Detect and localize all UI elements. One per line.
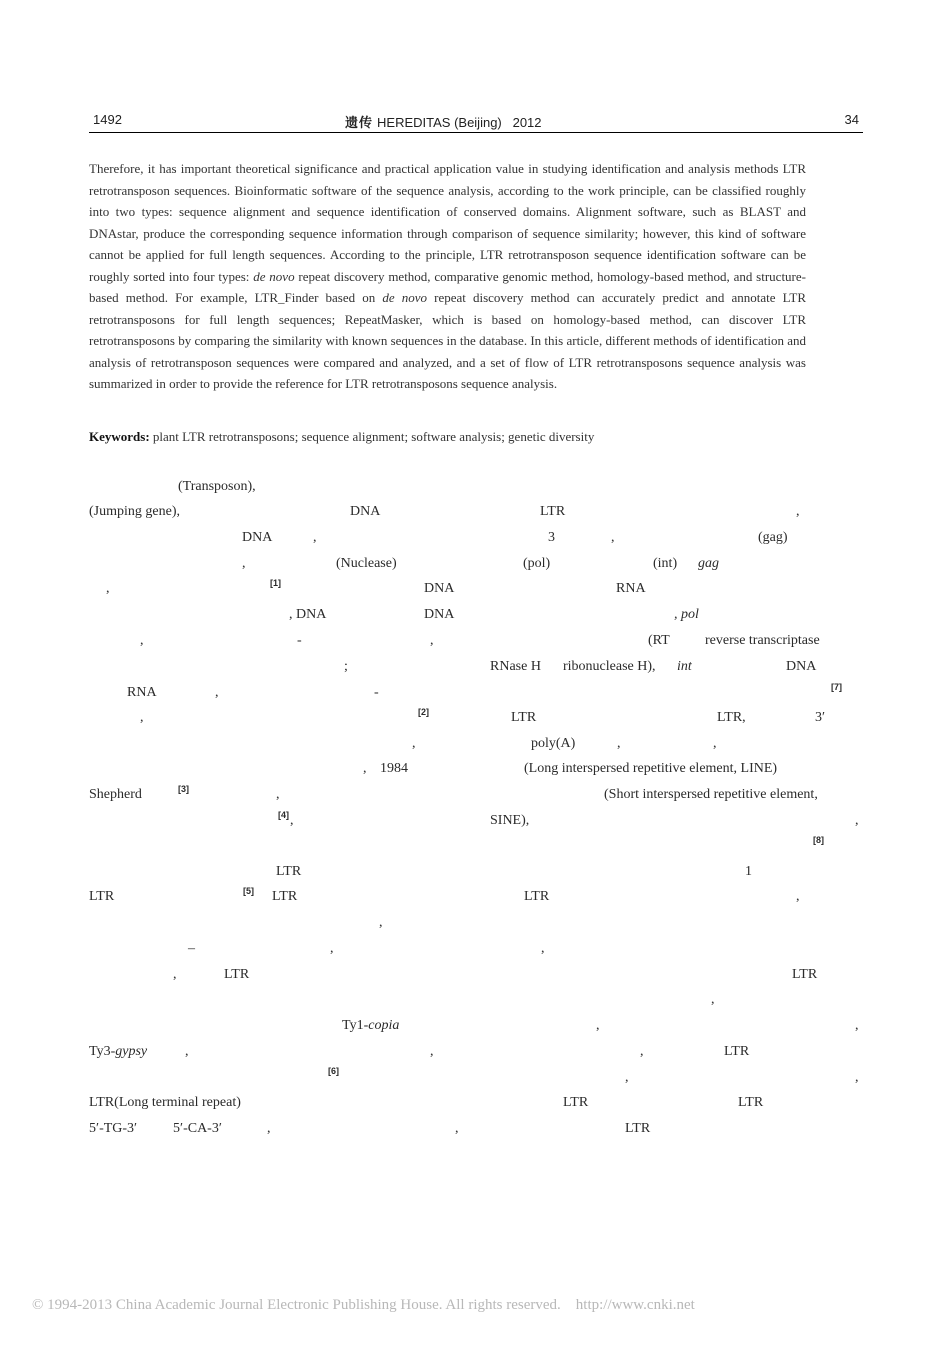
body-fragment: - bbox=[297, 633, 302, 648]
italic-term: , pol bbox=[674, 607, 699, 622]
body-fragment: , bbox=[713, 736, 717, 751]
body-fragment: SINE), bbox=[490, 813, 530, 828]
citation-ref: [7] bbox=[831, 682, 842, 692]
italic-term: int bbox=[677, 659, 692, 674]
body-fragment: DNA bbox=[786, 659, 817, 674]
abstract-italic: de novo bbox=[253, 268, 295, 284]
journal-year: 2012 bbox=[512, 115, 542, 130]
body-fragment: (int) bbox=[653, 556, 678, 571]
copyright-footer: © 1994-2013 China Academic Journal Electronic Publishing House. All rights reserved. http://www.cnki.net bbox=[32, 1297, 695, 1313]
body-term: Ty1- bbox=[342, 1018, 369, 1033]
body-fragment: LTR bbox=[792, 967, 818, 982]
body-fragment: – bbox=[188, 941, 195, 956]
body-fragment: RNA bbox=[127, 685, 157, 700]
body-term: Ty3- bbox=[89, 1044, 116, 1059]
body-fragment: , bbox=[796, 504, 800, 519]
body-fragment: reverse transcriptase bbox=[705, 633, 820, 648]
body-fragment: , bbox=[363, 761, 367, 776]
body-fragment: LTR bbox=[540, 504, 566, 519]
body-fragment: , bbox=[796, 889, 800, 904]
body-fragment: , bbox=[106, 581, 110, 596]
body-fragment: , bbox=[276, 787, 280, 802]
body-fragment: (Long interspersed repetitive element, LINE) bbox=[524, 761, 778, 776]
italic-term: gag bbox=[698, 556, 719, 571]
page-number: 1492 bbox=[93, 112, 122, 127]
body-fragment: , bbox=[140, 633, 144, 648]
body-fragment: , DNA bbox=[289, 607, 327, 622]
body-fragment: , bbox=[596, 1018, 600, 1033]
body-fragment: LTR bbox=[524, 889, 550, 904]
body-fragment: LTR bbox=[276, 864, 302, 879]
body-fragment: poly(A) bbox=[531, 736, 576, 751]
body-fragment: 1984 bbox=[380, 761, 408, 776]
body-fragment: (Jumping gene), bbox=[89, 504, 180, 519]
body-fragment: , bbox=[541, 941, 545, 956]
body-fragment: 3′ bbox=[815, 710, 826, 725]
body-fragment: (gag) bbox=[758, 530, 788, 545]
body-fragment: LTR bbox=[224, 967, 250, 982]
keywords-text: plant LTR retrotransposons; sequence alignment; software analysis; genetic diversity bbox=[149, 429, 595, 444]
body-fragment: (Short interspersed repetitive element, bbox=[604, 787, 818, 802]
body-fragment: , bbox=[430, 633, 434, 648]
body-fragment: , bbox=[173, 967, 177, 982]
body-fragment: , bbox=[625, 1070, 629, 1085]
english-abstract bbox=[89, 158, 806, 395]
body-fragment: 5′-TG-3′ bbox=[89, 1121, 138, 1136]
body-fragment: LTR(Long terminal repeat) bbox=[89, 1095, 241, 1110]
body-fragment: , bbox=[313, 530, 317, 545]
citation-ref: [1] bbox=[270, 578, 281, 588]
body-fragment: DNA bbox=[242, 530, 273, 545]
volume-number: 34 bbox=[844, 112, 859, 127]
body-fragment: Shepherd bbox=[89, 787, 142, 802]
body-fragment: LTR bbox=[724, 1044, 750, 1059]
body-fragment: , bbox=[855, 813, 859, 828]
body-fragment: , bbox=[611, 530, 615, 545]
body-fragment: , bbox=[617, 736, 621, 751]
running-header bbox=[89, 110, 863, 133]
body-fragment: 3 bbox=[548, 530, 555, 545]
italic-term: copia bbox=[368, 1018, 400, 1033]
body-fragment: LTR bbox=[625, 1121, 651, 1136]
body-fragment: ribonuclease H), bbox=[563, 659, 656, 674]
journal-logo: 遗传 bbox=[345, 116, 374, 131]
body-fragment: LTR, bbox=[717, 710, 746, 725]
body-fragment: DNA bbox=[424, 581, 455, 596]
body-fragment: LTR bbox=[511, 710, 537, 725]
body-fragment: , bbox=[242, 556, 246, 571]
body-fragment: , bbox=[430, 1044, 434, 1059]
body-fragment bbox=[698, 555, 719, 573]
body-fragment: LTR bbox=[89, 889, 115, 904]
body-fragment: 1 bbox=[745, 864, 752, 879]
body-fragment: , bbox=[412, 736, 416, 751]
citation-ref: [3] bbox=[178, 784, 189, 794]
body-fragment: (Nuclease) bbox=[336, 556, 397, 571]
body-fragment bbox=[674, 606, 699, 624]
body-fragment: , bbox=[290, 813, 294, 828]
body-fragment bbox=[342, 1017, 399, 1035]
body-fragment: DNA bbox=[350, 504, 381, 519]
citation-ref: [8] bbox=[813, 835, 824, 845]
body-fragment: , bbox=[267, 1121, 271, 1136]
body-fragment: , bbox=[711, 992, 715, 1007]
body-fragment: ; bbox=[344, 659, 348, 674]
body-fragment: , bbox=[379, 915, 383, 930]
body-fragment: , bbox=[330, 941, 334, 956]
body-fragment: 5′-CA-3′ bbox=[173, 1121, 222, 1136]
journal-name: HEREDITAS (Beijing) bbox=[377, 115, 502, 130]
body-fragment: (Transposon), bbox=[178, 479, 256, 494]
abstract-italic: de novo bbox=[382, 290, 428, 305]
body-fragment: DNA bbox=[424, 607, 455, 622]
body-fragment: , bbox=[140, 710, 144, 725]
citation-ref: [5] bbox=[243, 886, 254, 896]
body-fragment bbox=[89, 1043, 147, 1061]
abstract-text: repeat discovery method can accurately predict and annotate LTR retrotransposons for full length sequences; RepeatMasker, which is based on homology-based method, can discover LTR retrotransposons by comparing the similarity with known sequences in the database. In this article, different methods of identification and analysis of retrotransposon sequences were compared and analyzed, and a set of flow of LTR retrotransposons sequence analysis was summarized in order to provide the reference for LTR retrotransposons sequence analysis. bbox=[89, 290, 806, 391]
body-fragment: , bbox=[855, 1018, 859, 1033]
citation-ref: [2] bbox=[418, 707, 429, 717]
italic-term: gypsy bbox=[115, 1044, 148, 1059]
body-fragment: RNase H bbox=[490, 659, 541, 674]
body-fragment: (RT bbox=[648, 633, 670, 648]
body-fragment: (pol) bbox=[523, 556, 551, 571]
body-fragment: , bbox=[185, 1044, 189, 1059]
body-fragment: , bbox=[855, 1070, 859, 1085]
citation-ref: [6] bbox=[328, 1066, 339, 1076]
body-fragment: , bbox=[640, 1044, 644, 1059]
keywords bbox=[89, 426, 806, 447]
body-fragment: RNA bbox=[616, 581, 646, 596]
body-fragment: LTR bbox=[738, 1095, 764, 1110]
body-fragment: LTR bbox=[563, 1095, 589, 1110]
body-fragment bbox=[677, 658, 692, 676]
body-fragment: , bbox=[215, 685, 219, 700]
abstract-text: Therefore, it has important theoretical significance and practical application value in studying identification and analysis methods LTR retrotransposon sequences. Bioinformatic software of the sequence analysis, according to the work principle, can be classified roughly into two types: sequence alignment and sequence identification of conserved domains. Alignment software, such as BLAST and DNAstar, produce the corresponding sequence information through comparison of sequence similarity; however, this kind of software cannot be applied for full length sequences. According to the principle, LTR retrotransposon sequence identification software can be roughly sorted into four types: bbox=[89, 161, 806, 284]
body-fragment: , bbox=[455, 1121, 459, 1136]
journal-title bbox=[345, 112, 542, 131]
citation-ref: [4] bbox=[278, 810, 289, 820]
body-fragment: - bbox=[374, 685, 379, 700]
abstract-text: repeat discovery method, comparative genomic method, homology-based method, and structure-based method. For example, LTR_Finder based on bbox=[89, 268, 806, 305]
keywords-label: Keywords: bbox=[89, 429, 150, 444]
body-fragment: LTR bbox=[272, 889, 298, 904]
